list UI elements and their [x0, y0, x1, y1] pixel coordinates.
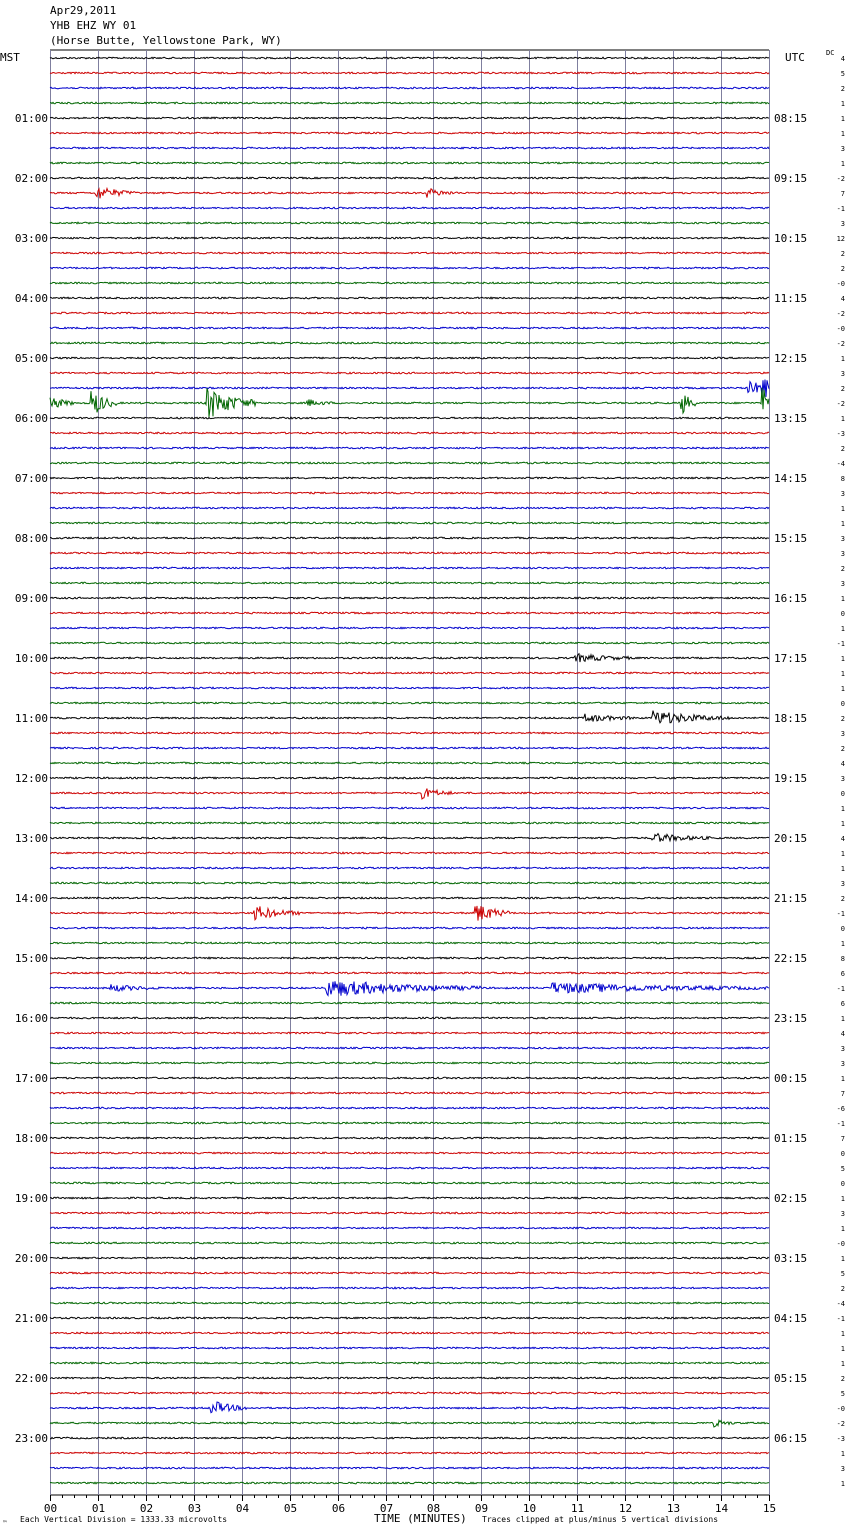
trace-row — [50, 1032, 769, 1034]
trace-row — [50, 711, 769, 723]
trace-row — [50, 492, 769, 494]
dc-offset-value: 1 — [840, 160, 845, 168]
trace-row — [50, 267, 769, 269]
trace-row — [50, 1347, 769, 1349]
trace-row — [50, 222, 769, 224]
x-tick-label: 02 — [139, 1502, 154, 1515]
trace-row — [50, 357, 769, 359]
dc-offset-value: 4 — [840, 295, 845, 303]
dc-offset-value: 2 — [840, 745, 845, 753]
trace-row — [50, 642, 769, 644]
trace-row — [50, 1482, 769, 1484]
mst-hour-label: 05:00 — [14, 352, 48, 365]
trace-row — [50, 1420, 769, 1427]
utc-hour-label: 02:15 — [774, 1192, 808, 1205]
dc-offset-value: 1 — [840, 625, 845, 633]
dc-offset-value: 5 — [840, 1390, 845, 1398]
dc-offset-value: 1 — [840, 100, 845, 108]
dc-offset-value: 3 — [840, 1060, 845, 1068]
trace-row — [50, 1287, 769, 1289]
utc-hour-label: 04:15 — [774, 1312, 808, 1325]
trace-row — [50, 747, 769, 749]
trace-row — [50, 342, 769, 344]
mst-hour-label: 10:00 — [14, 652, 48, 665]
trace-row — [50, 1122, 769, 1124]
trace-row — [50, 927, 769, 929]
x-axis-title: TIME (MINUTES) — [374, 1512, 467, 1525]
trace-row — [50, 867, 769, 869]
dc-offset-value: -0 — [836, 1405, 845, 1413]
dc-offset-value: 1 — [840, 685, 845, 693]
dc-offset-value: -1 — [836, 910, 845, 918]
mst-hour-label: 15:00 — [14, 952, 48, 965]
trace-row — [50, 942, 769, 944]
dc-offset-value: 1 — [840, 415, 845, 423]
dc-offset-value: 4 — [840, 760, 845, 768]
trace-row — [50, 117, 769, 119]
mst-hour-label: 19:00 — [14, 1192, 48, 1205]
trace-row — [50, 162, 769, 164]
trace-row — [50, 1257, 769, 1259]
trace-row — [50, 1092, 769, 1094]
dc-offset-value: -0 — [836, 325, 845, 333]
right-axis-title: UTC — [785, 51, 805, 64]
trace-row — [50, 1047, 769, 1049]
mst-hour-label: 03:00 — [14, 232, 48, 245]
dc-offset-value: 3 — [840, 1465, 845, 1473]
dc-offset-value: 4 — [840, 835, 845, 843]
utc-hour-label: 17:15 — [774, 652, 808, 665]
x-tick-label: 14 — [714, 1502, 729, 1515]
mst-hour-label: 22:00 — [14, 1372, 48, 1385]
dc-offset-value: 3 — [840, 535, 845, 543]
trace-row — [50, 972, 769, 974]
utc-hour-label: 23:15 — [774, 1012, 808, 1025]
dc-offset-value: 1 — [840, 1480, 845, 1488]
dc-offset-value: 1 — [840, 520, 845, 528]
x-tick-label: 07 — [379, 1502, 394, 1515]
dc-offset-value: -3 — [836, 430, 845, 438]
trace-row — [50, 297, 769, 299]
dc-offset-value: 4 — [840, 1030, 845, 1038]
x-tick-label: 13 — [666, 1502, 681, 1515]
dc-offset-value: 1 — [840, 805, 845, 813]
dc-offset-value: 0 — [840, 790, 845, 798]
dc-offset-value: 5 — [840, 1165, 845, 1173]
dc-offset-value: 12 — [836, 235, 845, 243]
dc-offset-value: 1 — [840, 115, 845, 123]
trace-row — [50, 834, 769, 842]
utc-hour-label: 14:15 — [774, 472, 808, 485]
utc-hour-label: 09:15 — [774, 172, 808, 185]
dc-offset-value: 1 — [840, 130, 845, 138]
dc-offset-value: 7 — [840, 190, 845, 198]
x-tick-label: 04 — [235, 1502, 250, 1515]
trace-row — [50, 822, 769, 824]
mst-hour-label: 16:00 — [14, 1012, 48, 1025]
trace-row — [50, 282, 769, 284]
dc-offset-value: -2 — [836, 340, 845, 348]
trace-row — [50, 597, 769, 599]
dc-offset-value: -2 — [836, 310, 845, 318]
x-tick-label: 03 — [187, 1502, 202, 1515]
utc-hour-label: 06:15 — [774, 1432, 808, 1445]
dc-offset-value: 3 — [840, 490, 845, 498]
trace-row — [50, 906, 769, 921]
utc-hour-label: 13:15 — [774, 412, 808, 425]
trace-row — [50, 537, 769, 539]
trace-row — [50, 177, 769, 179]
trace-row — [50, 702, 769, 704]
dc-offset-value: 7 — [840, 1135, 845, 1143]
utc-hour-label: 16:15 — [774, 592, 808, 605]
utc-hour-label: 12:15 — [774, 352, 808, 365]
utc-hour-label: 00:15 — [774, 1072, 808, 1085]
dc-offset-value: -1 — [836, 1120, 845, 1128]
mst-hour-label: 23:00 — [14, 1432, 48, 1445]
mst-hour-label: 20:00 — [14, 1252, 48, 1265]
trace-row — [50, 189, 769, 199]
dc-column-title: DC — [826, 49, 835, 57]
trace-row — [50, 372, 769, 374]
x-tick-label: 00 — [43, 1502, 58, 1515]
dc-offset-value: 1 — [840, 1360, 845, 1368]
dc-offset-value: -0 — [836, 280, 845, 288]
x-tick-label: 05 — [283, 1502, 298, 1515]
x-tick-label: 06 — [331, 1502, 346, 1515]
dc-offset-value: 2 — [840, 85, 845, 93]
dc-offset-value: 2 — [840, 265, 845, 273]
mst-hour-label: 02:00 — [14, 172, 48, 185]
dc-offset-value: 1 — [840, 940, 845, 948]
dc-offset-value: 6 — [840, 970, 845, 978]
trace-row — [50, 1377, 769, 1379]
trace-row — [50, 1392, 769, 1394]
dc-offset-value: 1 — [840, 505, 845, 513]
trace-row — [50, 882, 769, 884]
dc-offset-value: 5 — [840, 1270, 845, 1278]
dc-offset-value: 8 — [840, 955, 845, 963]
left-axis-title: MST — [0, 51, 20, 64]
dc-offset-value: -2 — [836, 400, 845, 408]
trace-row — [50, 1197, 769, 1199]
dc-offset-value: 3 — [840, 550, 845, 558]
dc-offset-value: 1 — [840, 1075, 845, 1083]
x-tick-label: 09 — [474, 1502, 489, 1515]
trace-row — [50, 102, 769, 104]
trace-row — [50, 654, 769, 662]
trace-row — [50, 380, 769, 397]
dc-offset-value: 0 — [840, 1150, 845, 1158]
dc-offset-value: 1 — [840, 670, 845, 678]
trace-row — [50, 1272, 769, 1274]
trace-row — [50, 552, 769, 554]
dc-offset-value: 2 — [840, 565, 845, 573]
trace-row — [50, 672, 769, 674]
dc-offset-value: 0 — [840, 1180, 845, 1188]
trace-row — [50, 1452, 769, 1454]
dc-offset-value: 3 — [840, 730, 845, 738]
utc-hour-label: 18:15 — [774, 712, 808, 725]
trace-row — [50, 567, 769, 569]
dc-offset-value: 2 — [840, 1285, 845, 1293]
trace-row — [50, 1002, 769, 1004]
mst-hour-label: 17:00 — [14, 1072, 48, 1085]
dc-offset-value: 3 — [840, 220, 845, 228]
trace-row — [50, 417, 769, 419]
trace-row — [50, 1152, 769, 1154]
dc-offset-value: 3 — [840, 775, 845, 783]
trace-row — [50, 522, 769, 524]
trace-row — [50, 462, 769, 464]
dc-offset-value: 3 — [840, 1045, 845, 1053]
dc-offset-value: -1 — [836, 1315, 845, 1323]
mst-hour-label: 11:00 — [14, 712, 48, 725]
trace-row — [50, 1062, 769, 1064]
trace-row — [50, 207, 769, 209]
trace-row — [50, 1362, 769, 1364]
mst-hour-label: 13:00 — [14, 832, 48, 845]
trace-row — [50, 777, 769, 779]
dc-offset-value: 4 — [840, 55, 845, 63]
utc-hour-label: 20:15 — [774, 832, 808, 845]
dc-offset-value: 1 — [840, 655, 845, 663]
dc-offset-value: 2 — [840, 385, 845, 393]
trace-row — [50, 789, 769, 799]
dc-offset-value: -3 — [836, 1435, 845, 1443]
x-tick-label: 11 — [570, 1502, 585, 1515]
trace-row — [50, 1167, 769, 1169]
utc-hour-label: 11:15 — [774, 292, 808, 305]
x-tick-label: 12 — [618, 1502, 633, 1515]
dc-offset-value: 1 — [840, 595, 845, 603]
trace-row — [50, 1227, 769, 1229]
dc-offset-value: 2 — [840, 1375, 845, 1383]
mst-hour-label: 21:00 — [14, 1312, 48, 1325]
dc-offset-value: 0 — [840, 610, 845, 618]
plot-date: Apr29,2011 — [50, 4, 117, 17]
trace-row — [50, 388, 769, 417]
dc-offset-value: -0 — [836, 1240, 845, 1248]
mst-hour-label: 18:00 — [14, 1132, 48, 1145]
dc-offset-value: -1 — [836, 640, 845, 648]
trace-row — [50, 1137, 769, 1139]
trace-row — [50, 432, 769, 434]
trace-row — [50, 732, 769, 734]
dc-offset-value: 3 — [840, 880, 845, 888]
trace-row — [50, 1332, 769, 1334]
utc-hour-label: 10:15 — [774, 232, 808, 245]
trace-row — [50, 1242, 769, 1244]
trace-row — [50, 1212, 769, 1214]
trace-row — [50, 132, 769, 134]
mst-hour-label: 12:00 — [14, 772, 48, 785]
trace-row — [50, 477, 769, 479]
trace-row — [50, 87, 769, 89]
dc-offset-value: 3 — [840, 1210, 845, 1218]
dc-offset-value: 6 — [840, 1000, 845, 1008]
station-code: YHB EHZ WY 01 — [50, 19, 137, 32]
x-tick-label: 10 — [522, 1502, 537, 1515]
dc-offset-value: -6 — [836, 1105, 845, 1113]
utc-hour-label: 05:15 — [774, 1372, 808, 1385]
dc-offset-value: 1 — [840, 820, 845, 828]
trace-row — [50, 897, 769, 899]
dc-offset-value: 1 — [840, 1255, 845, 1263]
trace-row — [50, 612, 769, 614]
trace-row — [50, 252, 769, 254]
mst-hour-label: 06:00 — [14, 412, 48, 425]
trace-row — [50, 981, 769, 995]
dc-offset-value: 1 — [840, 355, 845, 363]
dc-offset-value: -2 — [836, 175, 845, 183]
mst-hour-label: 01:00 — [14, 112, 48, 125]
dc-offset-value: 1 — [840, 1195, 845, 1203]
dc-offset-value: 3 — [840, 145, 845, 153]
dc-offset-value: 5 — [840, 70, 845, 78]
trace-row — [50, 582, 769, 584]
trace-row — [50, 327, 769, 329]
utc-hour-label: 19:15 — [774, 772, 808, 785]
trace-row — [50, 762, 769, 764]
x-tick-label: 01 — [91, 1502, 106, 1515]
trace-row — [50, 687, 769, 689]
dc-offset-value: 2 — [840, 715, 845, 723]
trace-row — [50, 1402, 769, 1413]
trace-row — [50, 957, 769, 959]
trace-row — [50, 1077, 769, 1079]
dc-offset-value: 3 — [840, 370, 845, 378]
logo-mark: ™ — [3, 1520, 7, 1527]
trace-row — [50, 312, 769, 314]
dc-offset-value: 1 — [840, 1330, 845, 1338]
trace-row — [50, 1017, 769, 1019]
utc-hour-label: 01:15 — [774, 1132, 808, 1145]
trace-row — [50, 1437, 769, 1439]
station-location: (Horse Butte, Yellowstone Park, WY) — [50, 34, 282, 47]
utc-hour-label: 08:15 — [774, 112, 808, 125]
mst-hour-label: 08:00 — [14, 532, 48, 545]
trace-row — [50, 1317, 769, 1319]
trace-row — [50, 852, 769, 854]
dc-offset-value: -1 — [836, 205, 845, 213]
dc-offset-value: 8 — [840, 475, 845, 483]
dc-offset-value: 1 — [840, 850, 845, 858]
dc-offset-value: 1 — [840, 1225, 845, 1233]
dc-offset-value: 1 — [840, 1450, 845, 1458]
dc-offset-value: -4 — [836, 1300, 845, 1308]
trace-row — [50, 807, 769, 809]
dc-offset-value: -2 — [836, 1420, 845, 1428]
trace-row — [50, 237, 769, 239]
mst-hour-label: 09:00 — [14, 592, 48, 605]
dc-offset-value: 7 — [840, 1090, 845, 1098]
dc-offset-value: -1 — [836, 985, 845, 993]
trace-row — [50, 627, 769, 629]
dc-offset-value: 2 — [840, 445, 845, 453]
trace-row — [50, 57, 769, 59]
dc-offset-value: -4 — [836, 460, 845, 468]
dc-offset-value: 1 — [840, 865, 845, 873]
trace-row — [50, 1182, 769, 1184]
trace-row — [50, 1302, 769, 1304]
scale-note: Each Vertical Division = 1333.33 microvolts — [20, 1515, 228, 1524]
dc-offset-value: 1 — [840, 1345, 845, 1353]
trace-row — [50, 72, 769, 74]
clip-note: Traces clipped at plus/minus 5 vertical divisions — [482, 1515, 719, 1524]
dc-offset-value: 2 — [840, 895, 845, 903]
mst-hour-label: 14:00 — [14, 892, 48, 905]
utc-hour-label: 22:15 — [774, 952, 808, 965]
mst-hour-label: 04:00 — [14, 292, 48, 305]
utc-hour-label: 03:15 — [774, 1252, 808, 1265]
dc-offset-value: 0 — [840, 700, 845, 708]
dc-offset-value: 2 — [840, 250, 845, 258]
trace-row — [50, 447, 769, 449]
dc-offset-value: 1 — [840, 1015, 845, 1023]
dc-offset-value: 3 — [840, 580, 845, 588]
mst-hour-label: 07:00 — [14, 472, 48, 485]
x-tick-label: 08 — [426, 1502, 441, 1515]
dc-offset-value: 0 — [840, 925, 845, 933]
utc-hour-label: 21:15 — [774, 892, 808, 905]
trace-row — [50, 147, 769, 149]
x-tick-label: 15 — [762, 1502, 777, 1515]
trace-row — [50, 507, 769, 509]
trace-row — [50, 1107, 769, 1109]
utc-hour-label: 15:15 — [774, 532, 808, 545]
trace-row — [50, 1467, 769, 1469]
